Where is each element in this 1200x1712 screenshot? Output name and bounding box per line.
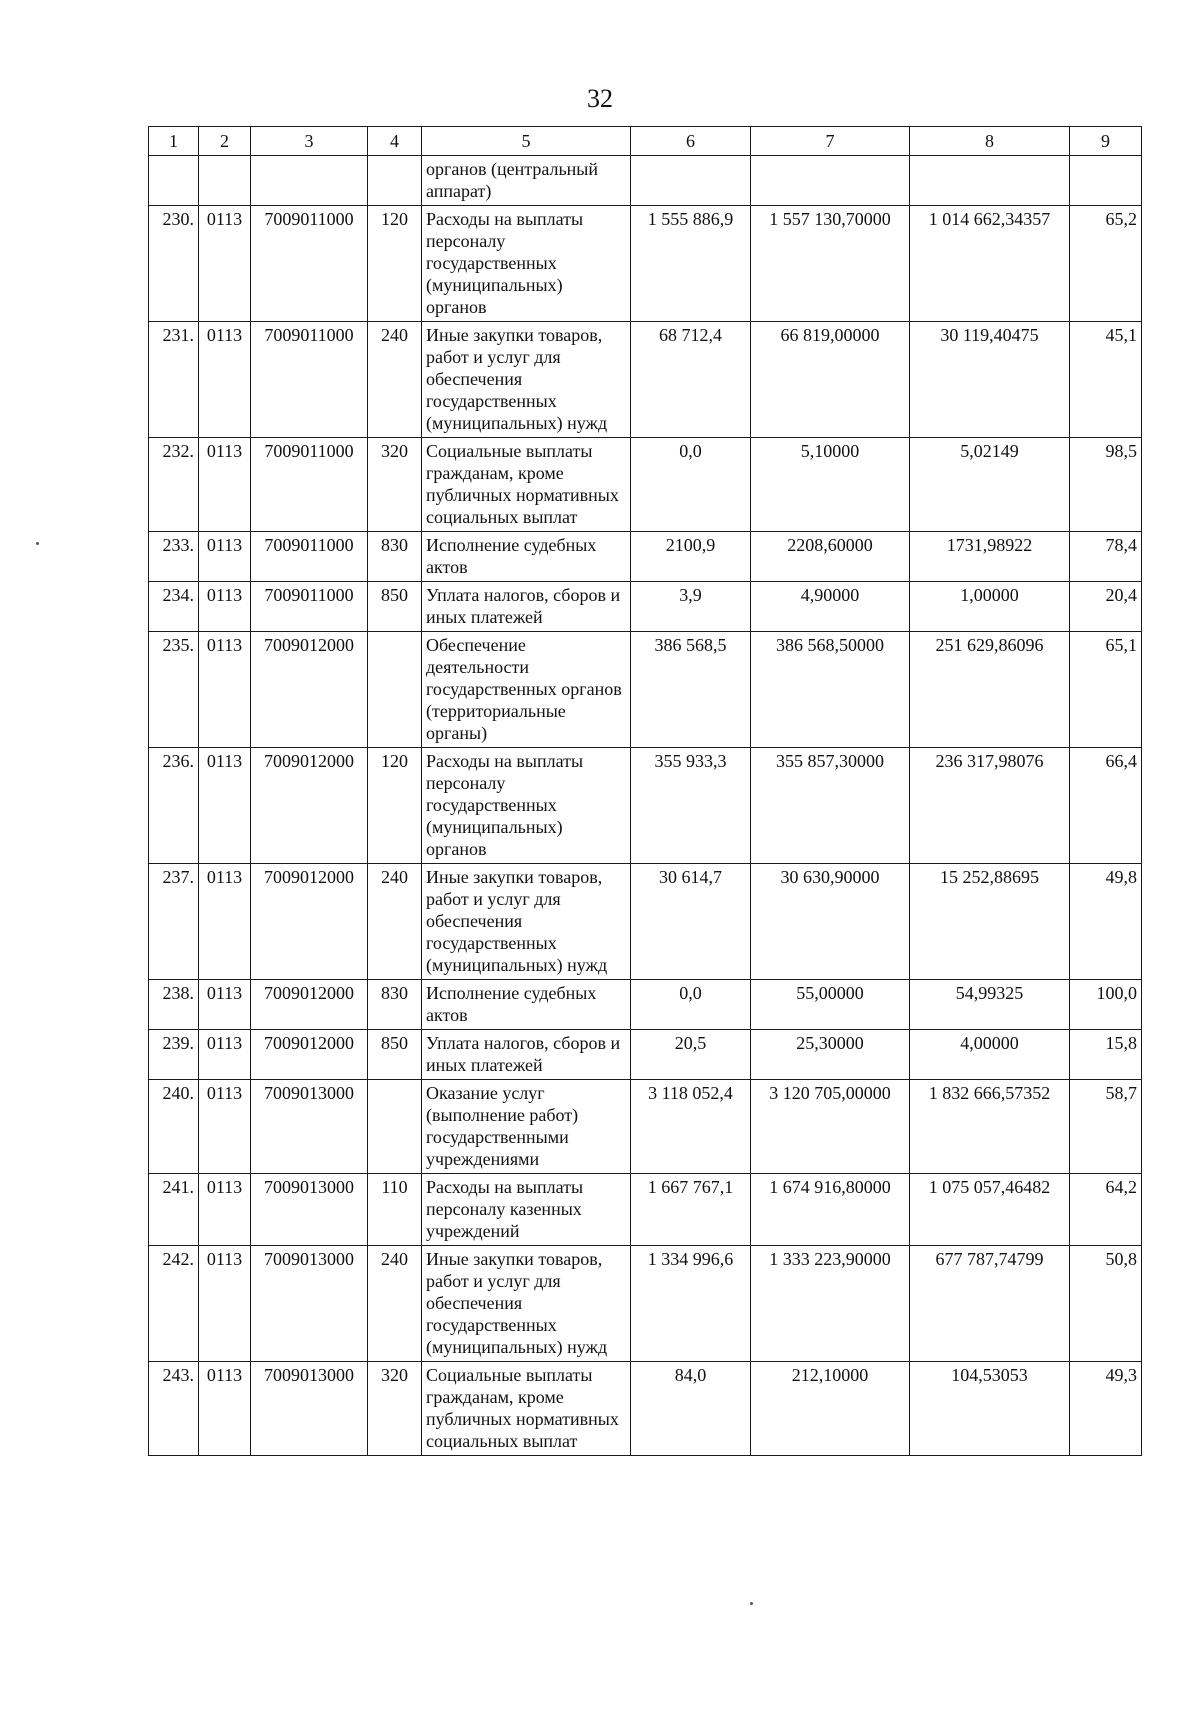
cell-percent: 66,4 [1070,748,1142,864]
cell-section: 0113 [199,1030,251,1080]
cell-name: Исполнение судебных актов [422,980,631,1030]
cell-row-number: 241. [149,1174,199,1246]
cell-row-number: 240. [149,1080,199,1174]
cell-approved: 1 555 886,9 [631,206,751,322]
cell-name: органов (центральный аппарат) [422,156,631,206]
column-header: 6 [631,127,751,156]
column-header: 1 [149,127,199,156]
table-row [149,582,1142,632]
cell-plan: 4,90000 [751,582,910,632]
cell-expense-type: 850 [368,582,422,632]
cell-section: 0113 [199,532,251,582]
cell-expense-type: 240 [368,864,422,980]
scan-mark [36,542,39,545]
cell-section: 0113 [199,438,251,532]
cell-approved: 1 334 996,6 [631,1246,751,1362]
cell-target-article: 7009012000 [251,1030,368,1080]
cell-executed: 677 787,74799 [910,1246,1070,1362]
cell-target-article: 7009011000 [251,582,368,632]
cell-name: Оказание услуг (выполнение работ) государственными учреждениями [422,1080,631,1174]
cell-executed: 15 252,88695 [910,864,1070,980]
cell-percent: 20,4 [1070,582,1142,632]
cell-name: Уплата налогов, сборов и иных платежей [422,582,631,632]
cell-executed: 236 317,98076 [910,748,1070,864]
cell-name: Уплата налогов, сборов и иных платежей [422,1030,631,1080]
table-row [149,532,1142,582]
column-header: 7 [751,127,910,156]
cell-target-article: 7009012000 [251,632,368,748]
cell-row-number: 232. [149,438,199,532]
cell-executed: 5,02149 [910,438,1070,532]
column-header: 3 [251,127,368,156]
cell-target-article: 7009011000 [251,532,368,582]
cell-name: Исполнение судебных актов [422,532,631,582]
cell-target-article: 7009012000 [251,748,368,864]
cell-name: Социальные выплаты гражданам, кроме публичных нормативных социальных выплат [422,438,631,532]
cell-target-article: 7009013000 [251,1362,368,1456]
cell-row-number: 231. [149,322,199,438]
cell-row-number: 237. [149,864,199,980]
cell-section: 0113 [199,582,251,632]
cell-approved: 386 568,5 [631,632,751,748]
cell-target-article: 7009011000 [251,206,368,322]
cell-executed: 1731,98922 [910,532,1070,582]
cell-row-number: 235. [149,632,199,748]
cell-plan: 66 819,00000 [751,322,910,438]
cell-expense-type: 120 [368,748,422,864]
cell-percent: 49,8 [1070,864,1142,980]
cell-name: Обеспечение деятельности государственных органов (территориальные органы) [422,632,631,748]
cell-row-number: 233. [149,532,199,582]
cell-plan: 386 568,50000 [751,632,910,748]
table-row [149,322,1142,438]
table-row [149,980,1142,1030]
cell-percent: 100,0 [1070,980,1142,1030]
table-row [149,864,1142,980]
cell-name: Расходы на выплаты персоналу казенных учреждений [422,1174,631,1246]
cell-expense-type [368,632,422,748]
cell-section: 0113 [199,1362,251,1456]
cell-expense-type: 850 [368,1030,422,1080]
cell-approved: 20,5 [631,1030,751,1080]
cell-plan: 2208,60000 [751,532,910,582]
cell-percent: 50,8 [1070,1246,1142,1362]
cell-expense-type: 830 [368,980,422,1030]
cell-section: 0113 [199,864,251,980]
cell-approved: 1 667 767,1 [631,1174,751,1246]
cell-target-article: 7009011000 [251,438,368,532]
cell-expense-type: 240 [368,1246,422,1362]
column-header: 5 [422,127,631,156]
cell-approved: 0,0 [631,980,751,1030]
cell-row-number: 239. [149,1030,199,1080]
cell-row-number: 243. [149,1362,199,1456]
cell-expense-type: 320 [368,1362,422,1456]
cell-percent: 78,4 [1070,532,1142,582]
cell-plan: 55,00000 [751,980,910,1030]
cell-expense-type: 110 [368,1174,422,1246]
cell-percent: 64,2 [1070,1174,1142,1246]
continuation-row [149,156,1142,206]
cell-name: Иные закупки товаров, работ и услуг для обеспечения государственных (муниципальных) нужд [422,322,631,438]
cell-approved: 355 933,3 [631,748,751,864]
cell-executed: 1,00000 [910,582,1070,632]
table-row [149,632,1142,748]
cell-section: 0113 [199,980,251,1030]
cell-plan: 1 557 130,70000 [751,206,910,322]
cell-plan: 3 120 705,00000 [751,1080,910,1174]
cell-executed: 54,99325 [910,980,1070,1030]
cell-name: Иные закупки товаров, работ и услуг для обеспечения государственных (муниципальных) нужд [422,864,631,980]
column-header: 8 [910,127,1070,156]
scan-mark [750,1602,753,1605]
cell-approved: 84,0 [631,1362,751,1456]
table-row [149,748,1142,864]
cell-expense-type: 240 [368,322,422,438]
cell-section: 0113 [199,206,251,322]
cell-name: Расходы на выплаты персоналу государственных (муниципальных) органов [422,206,631,322]
cell-percent: 65,1 [1070,632,1142,748]
cell-section: 0113 [199,322,251,438]
cell-plan: 25,30000 [751,1030,910,1080]
cell-target-article: 7009013000 [251,1246,368,1362]
cell-plan: 355 857,30000 [751,748,910,864]
cell-percent: 65,2 [1070,206,1142,322]
cell-plan: 1 333 223,90000 [751,1246,910,1362]
cell-expense-type: 320 [368,438,422,532]
cell-plan: 1 674 916,80000 [751,1174,910,1246]
table-row [149,206,1142,322]
cell-percent: 45,1 [1070,322,1142,438]
cell-target-article: 7009013000 [251,1080,368,1174]
cell-row-number: 242. [149,1246,199,1362]
table-body [149,156,1142,1456]
cell-section: 0113 [199,1246,251,1362]
cell-approved: 30 614,7 [631,864,751,980]
cell-section: 0113 [199,1080,251,1174]
table-row [149,1030,1142,1080]
cell-executed: 251 629,86096 [910,632,1070,748]
cell-target-article: 7009012000 [251,864,368,980]
cell-row-number: 238. [149,980,199,1030]
cell-plan: 5,10000 [751,438,910,532]
cell-target-article: 7009013000 [251,1174,368,1246]
cell-approved: 3 118 052,4 [631,1080,751,1174]
cell-row-number: 234. [149,582,199,632]
cell-executed: 1 832 666,57352 [910,1080,1070,1174]
cell-target-article: 7009012000 [251,980,368,1030]
cell-percent: 98,5 [1070,438,1142,532]
column-header: 4 [368,127,422,156]
cell-name: Социальные выплаты гражданам, кроме публичных нормативных социальных выплат [422,1362,631,1456]
cell-percent: 58,7 [1070,1080,1142,1174]
cell-percent: 49,3 [1070,1362,1142,1456]
cell-executed: 4,00000 [910,1030,1070,1080]
table-row [149,1246,1142,1362]
header-row [149,127,1142,156]
cell-section: 0113 [199,1174,251,1246]
table-row [149,1174,1142,1246]
cell-executed: 104,53053 [910,1362,1070,1456]
column-header: 2 [199,127,251,156]
cell-plan: 212,10000 [751,1362,910,1456]
cell-percent: 15,8 [1070,1030,1142,1080]
cell-executed: 30 119,40475 [910,322,1070,438]
budget-table [148,126,1142,1456]
cell-approved: 68 712,4 [631,322,751,438]
cell-row-number: 230. [149,206,199,322]
cell-name: Иные закупки товаров, работ и услуг для обеспечения государственных (муниципальных) нужд [422,1246,631,1362]
column-header: 9 [1070,127,1142,156]
table-row [149,1362,1142,1456]
cell-executed: 1 014 662,34357 [910,206,1070,322]
cell-row-number: 236. [149,748,199,864]
cell-expense-type [368,1080,422,1174]
table-row [149,1080,1142,1174]
cell-expense-type: 830 [368,532,422,582]
cell-target-article: 7009011000 [251,322,368,438]
cell-executed: 1 075 057,46482 [910,1174,1070,1246]
cell-section: 0113 [199,632,251,748]
cell-plan: 30 630,90000 [751,864,910,980]
page-number: 32 [587,84,613,113]
cell-expense-type: 120 [368,206,422,322]
cell-name: Расходы на выплаты персоналу государственных (муниципальных) органов [422,748,631,864]
table-row [149,438,1142,532]
cell-approved: 0,0 [631,438,751,532]
cell-approved: 2100,9 [631,532,751,582]
cell-section: 0113 [199,748,251,864]
cell-approved: 3,9 [631,582,751,632]
